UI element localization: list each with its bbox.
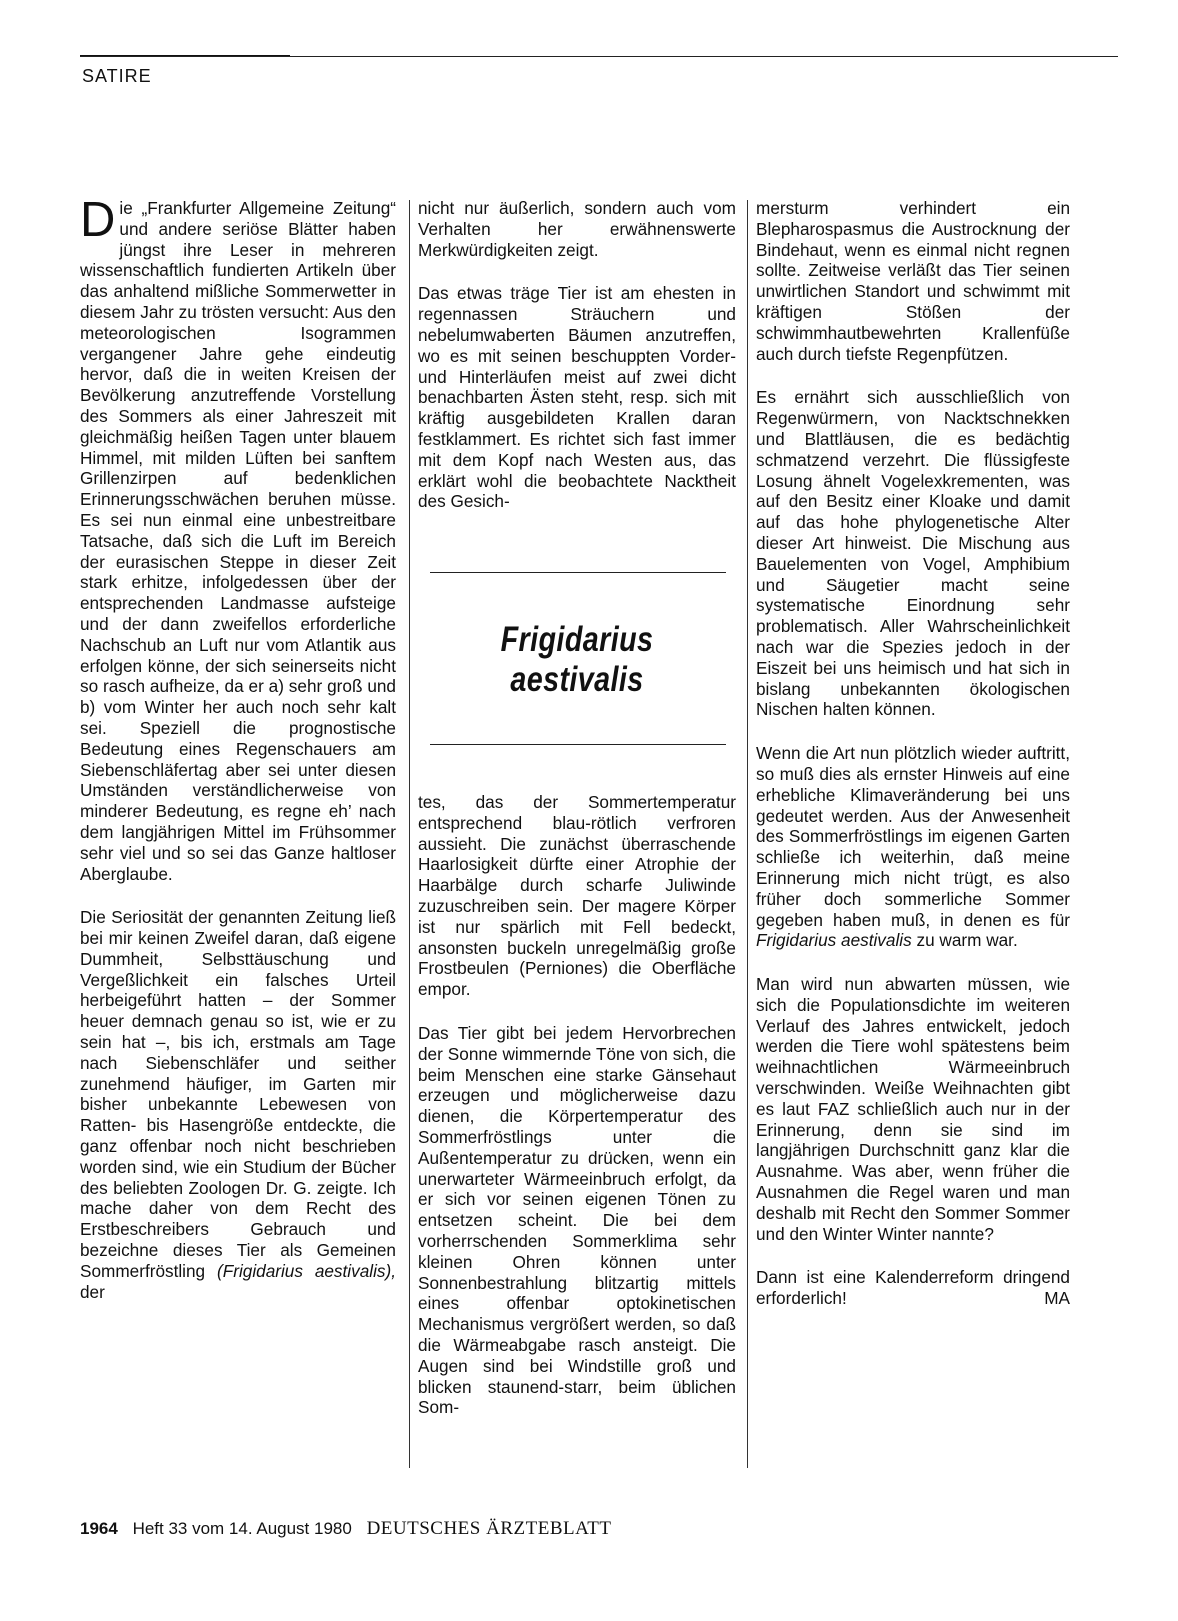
paragraph: Es ernährt sich ausschließlich von Regenwürmern, von Nacktschnekken und Blattläusen, die es bedächtig schmatzend verzehrt. Die flüssigfeste Losung ähnelt Vogelexkrementen, was auf den Besitz einer Kloake und damit auf das hohe phylogenetische Alter dieser Art hinweist. Die Mischung aus Bauelementen von Vogel, Amphibium und Säugetier macht seine systematische Einordnung sehr problematisch. Aller Wahrscheinlichkeit nach war die Spezies jedoch in der Eiszeit bei uns heimisch und hat sich in bislang unbekannten ökologischen Nischen halten können. xyxy=(756,387,1070,720)
paragraph-text: Die Seriosität der genannten Zeitung ließ bei mir keinen Zweifel daran, daß eigene Dummheit, Selbsttäuschung und Vergeßlichkeit ein falsches Urteil herbeigeführt hatten – der Sommer heuer demnach genau so ist, wie er zu sein hat –, bis ich, erstmals am Tage nach Siebenschläfer und seither zunehmend häufiger, im Garten mir bisher unbekannte Lebewesen von Ratten- bis Hasengröße entdeckte, die ganz offenbar noch nicht beschrieben worden sind, wie ein Studium der Bücher des beliebten Zoologen Dr. G. zeigte. Ich mache daher von dem Recht des Erstbeschreibers Gebrauch und bezeichne dieses Tier als Gemeinen Sommerfröstling xyxy=(80,907,396,1281)
drop-cap: D xyxy=(80,193,116,247)
column-1 xyxy=(80,193,397,1325)
paragraph-text: der xyxy=(80,1281,105,1302)
paragraph: Das etwas träge Tier ist am ehesten in regennassen Sträuchern und nebelumwaberten Bäumen anzutreffen, wo es mit seinen beschuppten Vorder- und Hinterläufen meist auf zwei dicht benachbarten Ästen steht, resp. sich mit kräftig ausgebildeten Krallen daran festklammert. Es richtet sich fast immer mit dem Kopf nach Westen aus, das erklärt wohl die beobachtete Nacktheit des Gesich- xyxy=(418,283,736,512)
title-rule-top xyxy=(430,572,726,573)
page-footer xyxy=(80,1518,611,1540)
paragraph-text: ie „Frankfurter Allgemeine Zeitung“ und andere seriöse Blätter haben jüngst ihre Leser in mehreren wissenschaftlich fundierten Artikeln über das anhaltend mißliche Sommerwetter in diesem Jahr zu trösten versucht: Aus den meteorologischen Isogrammen vergangener Jahre gehe eindeutig hervor, daß die in weiten Kreisen der Bevölkerung anzutreffende Vorstellung des Sommers als einer Jahreszeit mit gleichmäßig heißen Tagen unter blauem Himmel, mit milden Lüften bei sanftem Grillenzirpen auf bedenklichen Erinnerungsschwächen beruhen müsse. Es sei nun einmal eine unbestreitbare Tatsache, daß sich die Luft im Bereich der eurasischen Steppe in dieser Zeit stark erhitze, infolgedessen über der entsprechenden Landmasse aufsteige und der dann zweifellos erforderliche Nachschub an Luft nur vom Atlantik aus erfolgen könne, der sich seinerseits nicht so rasch aufheize, da er a) sehr groß und b) vom Winter her auch noch sehr kalt sei. Speziell die prognostische Bedeutung eines Regenschauers am Siebenschläfertag aber sei unter diesen Umständen verständlicherweise von minderer Bedeutung, es regne eh’ nach dem langjährigen Mittel im Frühsommer sehr viel und so sei das Ganze haltloser Aberglaube. xyxy=(80,198,396,884)
species-name: Frigidarius aestivalis xyxy=(756,930,912,951)
species-name: (Frigidarius aestivalis), xyxy=(217,1260,397,1281)
column-divider xyxy=(409,200,410,1468)
paragraph xyxy=(80,193,396,884)
section-label: SATIRE xyxy=(82,66,152,86)
title-line-2: aestivalis xyxy=(510,660,644,699)
article-title xyxy=(447,620,708,700)
paragraph-text: Dann ist eine Kalenderreform dringend erforderlich! xyxy=(756,1267,1070,1309)
magazine-name: DEUTSCHES ÄRZTEBLATT xyxy=(366,1518,612,1539)
paragraph-text: Wenn die Art nun plötzlich wieder auftritt, so muß dies als ernster Hinweis auf eine erhebliche Klimaveränderung bei uns gedeutet werden. Aus der Anwesenheit des Sommerfröstlings im eigenen Garten schließe ich weiterhin, daß meine Erinnerung mich nicht trügt, es also früher doch sommerliche Sommer gegeben haben muß, in denen es für xyxy=(756,743,1070,930)
header-rule xyxy=(80,56,1118,57)
paragraph: Das Tier gibt bei jedem Hervorbrechen der Sonne wimmernde Töne von sich, die beim Menschen eine starke Gänsehaut erzeugen und möglicherweise dazu dienen, die Körpertemperatur des Sommerfröstlings unter die Außentemperatur zu drücken, wenn ein unerwarteter Wärmeeinbruch erfolgt, da er sich vor seinen eigenen Tönen zu entsetzen scheint. Die bei dem vorherrschenden Sommerklima sehr kleinen Ohren können unter Sonnenbestrahlung blitzartig mittels eines offenbar optokinetischen Mechanismus vergrößert werden, so daß die Wärmeabgabe rasch ansteigt. Die Augen sind bei Windstille groß und blicken staunend-starr, beim üblichen Som- xyxy=(418,1022,736,1418)
paragraph xyxy=(756,743,1070,951)
column-3 xyxy=(756,198,1070,1332)
title-rule-bottom xyxy=(430,744,726,745)
title-line-1: Frigidarius xyxy=(500,620,654,659)
page-number: 1964 xyxy=(80,1519,118,1538)
column-divider xyxy=(747,200,748,1468)
paragraph: Man wird nun abwarten müssen, wie sich die Populationsdichte im weiteren Verlauf des Jahres entwickelt, jedoch werden die Tiere wohl spätestens beim weihnachtlichen Wärmeeinbruch verschwinden. Weiße Weihnachten gibt es laut FAZ schließlich auch nur in der Erinnerung, denn sie sind im langjährigen Durchschnitt ganz klar die Ausnahme. Was aber, wenn früher die Ausnahmen die Regel waren und man deshalb mit Recht den Sommer Sommer und den Winter Winter nannte? xyxy=(756,974,1070,1244)
author-signature: MA xyxy=(1044,1288,1070,1309)
paragraph xyxy=(80,907,396,1302)
column-2-lower xyxy=(418,792,736,1441)
paragraph: mersturm verhindert ein Blepharospasmus die Austrocknung der Bindehaut, wenn es einmal nicht regnen sollte. Zeitweise verläßt das Tier seinen unwirtlichen Standort und schwimmt mit kräftigen Stößen der schwimmhautbewehrten Krallenfüße auch durch tiefste Regenpfützen. xyxy=(756,198,1070,364)
paragraph-text: zu warm war. xyxy=(916,930,1018,951)
paragraph xyxy=(756,1267,1070,1309)
paragraph: tes, das der Sommertemperatur entsprechend blau-rötlich verfroren aussieht. Die zunächst überraschende Haarlosigkeit dürfte einer Atrophie der Haarbälge durch scharfe Juliwinde zuzuschreiben sein. Der magere Körper ist nur spärlich mit Fell bedeckt, ansonsten buckeln unregelmäßig große Frostbeulen (Perniones) die Oberfläche empor. xyxy=(418,792,736,1000)
issue-info: Heft 33 vom 14. August 1980 xyxy=(132,1519,352,1538)
paragraph: nicht nur äußerlich, sondern auch vom Verhalten her erwähnenswerte Merkwürdigkeiten zeigt. xyxy=(418,198,736,260)
